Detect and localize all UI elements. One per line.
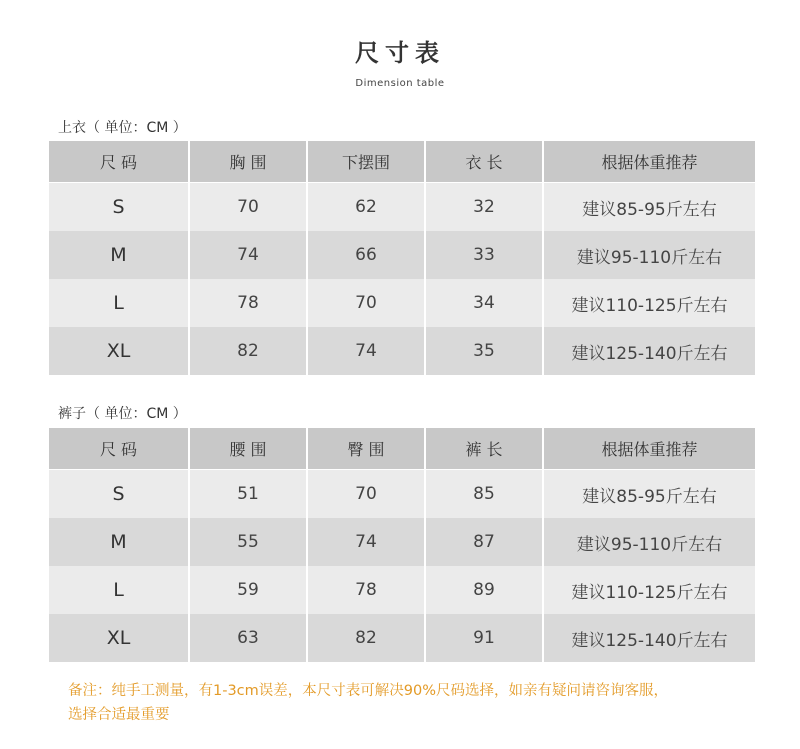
table-row	[49, 518, 755, 566]
size-cell: M	[49, 231, 190, 279]
pants-length-cell: 87	[426, 518, 544, 566]
size-cell: XL	[49, 327, 190, 375]
hem-cell: 62	[308, 183, 426, 231]
page-subtitle: Dimension table	[355, 78, 445, 89]
weight-cell: 建议110-125斤左右	[544, 566, 755, 614]
size-cell: L	[49, 279, 190, 327]
tops-size-table	[49, 141, 755, 375]
table-row	[49, 470, 755, 518]
hem-cell: 70	[308, 279, 426, 327]
length-cell: 32	[426, 183, 544, 231]
waist-cell: 63	[190, 614, 308, 662]
remark-line-2: 选择合适最重要	[68, 707, 170, 723]
header-pants-length: 裤 长	[426, 428, 544, 470]
hip-cell: 82	[308, 614, 426, 662]
hip-cell: 78	[308, 566, 426, 614]
pants-size-table	[49, 428, 755, 662]
header-chest: 胸 围	[190, 141, 308, 183]
header-weight-recommend: 根据体重推荐	[544, 428, 755, 470]
table-row	[49, 566, 755, 614]
size-cell: S	[49, 183, 190, 231]
table-row	[49, 231, 755, 279]
hip-cell: 70	[308, 470, 426, 518]
length-cell: 34	[426, 279, 544, 327]
chest-cell: 78	[190, 279, 308, 327]
hem-cell: 74	[308, 327, 426, 375]
tops-section-label: 上衣（ 单位：CM ）	[58, 120, 187, 136]
table-row	[49, 327, 755, 375]
length-cell: 35	[426, 327, 544, 375]
table-row	[49, 183, 755, 231]
table-header-row	[49, 428, 755, 470]
weight-cell: 建议85-95斤左右	[544, 183, 755, 231]
chest-cell: 82	[190, 327, 308, 375]
weight-cell: 建议110-125斤左右	[544, 279, 755, 327]
weight-cell: 建议85-95斤左右	[544, 470, 755, 518]
pants-length-cell: 89	[426, 566, 544, 614]
table-row	[49, 279, 755, 327]
weight-cell: 建议95-110斤左右	[544, 231, 755, 279]
page-title: 尺寸表	[355, 39, 445, 67]
pants-length-cell: 91	[426, 614, 544, 662]
weight-cell: 建议125-140斤左右	[544, 327, 755, 375]
weight-cell: 建议125-140斤左右	[544, 614, 755, 662]
header-weight-recommend: 根据体重推荐	[544, 141, 755, 183]
header-waist: 腰 围	[190, 428, 308, 470]
weight-cell: 建议95-110斤左右	[544, 518, 755, 566]
size-cell: XL	[49, 614, 190, 662]
header-size: 尺 码	[49, 428, 190, 470]
table-row	[49, 614, 755, 662]
waist-cell: 55	[190, 518, 308, 566]
remark-note	[68, 679, 758, 727]
remark-line-1: 备注：纯手工测量，有1-3cm误差，本尺寸表可解决90%尺码选择，如亲有疑问请咨询客服，	[68, 683, 669, 699]
size-cell: M	[49, 518, 190, 566]
hem-cell: 66	[308, 231, 426, 279]
waist-cell: 51	[190, 470, 308, 518]
waist-cell: 59	[190, 566, 308, 614]
hip-cell: 74	[308, 518, 426, 566]
size-cell: L	[49, 566, 190, 614]
pants-section-label: 裤子（ 单位：CM ）	[58, 406, 187, 422]
chest-cell: 70	[190, 183, 308, 231]
table-header-row	[49, 141, 755, 183]
header-length: 衣 长	[426, 141, 544, 183]
header-hip: 臀 围	[308, 428, 426, 470]
chest-cell: 74	[190, 231, 308, 279]
header-hem: 下摆围	[308, 141, 426, 183]
header-size: 尺 码	[49, 141, 190, 183]
size-cell: S	[49, 470, 190, 518]
pants-length-cell: 85	[426, 470, 544, 518]
length-cell: 33	[426, 231, 544, 279]
